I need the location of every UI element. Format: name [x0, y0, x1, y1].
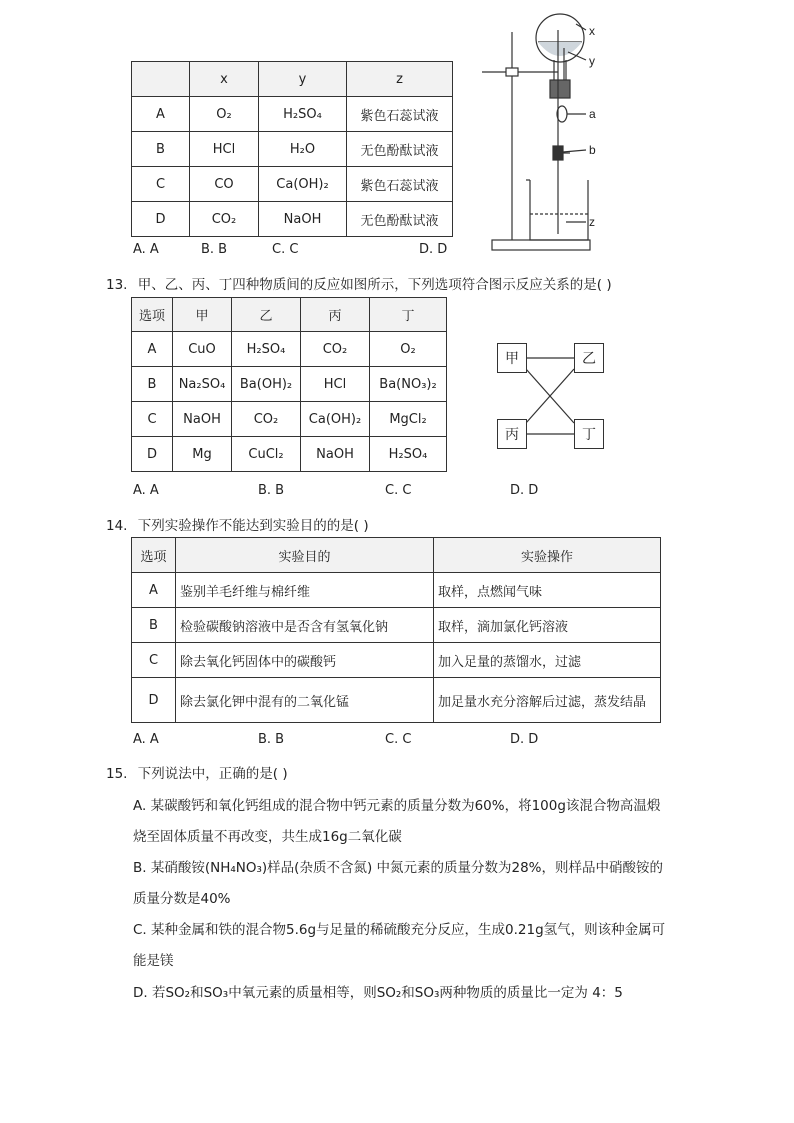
- stopper: [550, 80, 570, 98]
- table-header-row: [132, 538, 661, 573]
- option-c[interactable]: C. C: [385, 483, 412, 498]
- table-cell: A: [132, 332, 173, 367]
- table-row: [132, 643, 661, 678]
- q13-table: [131, 297, 447, 472]
- table-row: [132, 132, 453, 167]
- table-cell: 无色酚酞试液: [347, 202, 453, 237]
- table-row: [132, 167, 453, 202]
- table-cell: D: [132, 437, 173, 472]
- box-jia: 甲: [497, 343, 527, 373]
- q13-stem: [106, 273, 612, 293]
- header-cell: x: [190, 62, 259, 97]
- table-row: [132, 332, 447, 367]
- header-cell: 丁: [370, 298, 447, 332]
- table-cell: CuO: [173, 332, 232, 367]
- pinch-clip: [553, 146, 563, 160]
- table-row: [132, 437, 447, 472]
- q12-apparatus-diagram: [470, 8, 610, 256]
- header-cell: 实验操作: [434, 538, 661, 573]
- q15-stem: [106, 762, 288, 782]
- table-cell: 紫色石蕊试液: [347, 167, 453, 202]
- table-row: [132, 367, 447, 402]
- header-cell: 丙: [301, 298, 370, 332]
- table-cell: O₂: [370, 332, 447, 367]
- option-b[interactable]: B. B: [201, 242, 228, 257]
- clamp-holder: [506, 68, 518, 76]
- table-cell: C: [132, 402, 173, 437]
- table-cell: A: [132, 573, 176, 608]
- option-b[interactable]: B. B: [258, 483, 285, 498]
- option-c[interactable]: C. C: [385, 732, 412, 747]
- option-b[interactable]: B. B: [258, 732, 285, 747]
- box-yi: 乙: [574, 343, 604, 373]
- header-cell: y: [259, 62, 347, 97]
- table-cell: MgCl₂: [370, 402, 447, 437]
- header-cell: 甲: [173, 298, 232, 332]
- table-cell: HCl: [190, 132, 259, 167]
- table-cell: A: [132, 97, 190, 132]
- leader-y: [568, 52, 586, 60]
- label-b: b: [589, 143, 596, 157]
- label-a: a: [589, 107, 596, 121]
- table-cell: Mg: [173, 437, 232, 472]
- table-cell: CO₂: [301, 332, 370, 367]
- table-cell: HCl: [301, 367, 370, 402]
- table-cell: H₂SO₄: [232, 332, 301, 367]
- table-cell: H₂SO₄: [259, 97, 347, 132]
- q14-stem: [106, 514, 369, 534]
- table-row: [132, 608, 661, 643]
- table-cell: NaOH: [173, 402, 232, 437]
- table-cell: 除去氯化钾中混有的二氧化锰: [176, 678, 434, 723]
- table-cell: Ba(OH)₂: [232, 367, 301, 402]
- table-cell: C: [132, 167, 190, 202]
- question-number: 14.: [106, 518, 128, 534]
- table-cell: 紫色石蕊试液: [347, 97, 453, 132]
- table-row: [132, 402, 447, 437]
- stand-base: [492, 240, 590, 250]
- header-cell: 实验目的: [176, 538, 434, 573]
- table-header-row: [132, 62, 453, 97]
- table-cell: B: [132, 132, 190, 167]
- header-cell: 乙: [232, 298, 301, 332]
- q15-option-d-line1[interactable]: D. 若SO₂和SO₃中氧元素的质量相等，则SO₂和SO₃两种物质的质量比一定为 4：5: [133, 985, 623, 1001]
- table-row: [132, 97, 453, 132]
- q15-option-b-line2: 质量分数是40%: [133, 891, 231, 907]
- question-number: 15.: [106, 766, 128, 782]
- flask-liquid: [538, 42, 582, 56]
- beaker: [530, 180, 588, 240]
- label-x: x: [589, 24, 595, 38]
- table-cell: O₂: [190, 97, 259, 132]
- table-cell: 加足量水充分溶解后过滤，蒸发结晶: [434, 678, 661, 723]
- q15-option-a-line1[interactable]: A. 某碳酸钙和氧化钙组成的混合物中钙元素的质量分数为60%，将100g该混合物高温煅: [133, 798, 661, 814]
- q12-table: [131, 61, 453, 237]
- table-cell: 无色酚酞试液: [347, 132, 453, 167]
- option-a[interactable]: A. A: [133, 242, 159, 257]
- q15-option-b-line1[interactable]: B. 某硝酸铵(NH₄NO₃)样品(杂质不含氮) 中氮元素的质量分数为28%，则样品中硝酸铵的: [133, 860, 664, 876]
- table-row: [132, 678, 661, 723]
- header-cell: 选项: [132, 298, 173, 332]
- label-z: z: [589, 215, 595, 229]
- table-cell: Ca(OH)₂: [301, 402, 370, 437]
- question-number: 13.: [106, 277, 128, 293]
- table-row: [132, 202, 453, 237]
- option-a[interactable]: A. A: [133, 483, 159, 498]
- question-text: 下列说法中，正确的是( ): [137, 766, 288, 782]
- q14-table: [131, 537, 661, 723]
- option-d[interactable]: D. D: [510, 732, 539, 747]
- table-cell: 除去氧化钙固体中的碳酸钙: [176, 643, 434, 678]
- option-c[interactable]: C. C: [272, 242, 299, 257]
- header-cell: z: [347, 62, 453, 97]
- q15-option-c-line2: 能是镁: [133, 953, 174, 969]
- question-text: 下列实验操作不能达到实验目的的是( ): [137, 518, 369, 534]
- q15-option-c-line1[interactable]: C. 某种金属和铁的混合物5.6g与足量的稀硫酸充分反应，生成0.21g氢气，则该种金属可: [133, 922, 666, 938]
- table-header-row: [132, 298, 447, 332]
- question-text: 甲、乙、丙、丁四种物质间的反应如图所示，下列选项符合图示反应关系的是( ): [137, 277, 612, 293]
- table-cell: D: [132, 678, 176, 723]
- header-cell: 选项: [132, 538, 176, 573]
- table-cell: C: [132, 643, 176, 678]
- table-cell: Ca(OH)₂: [259, 167, 347, 202]
- table-cell: B: [132, 367, 173, 402]
- table-row: [132, 573, 661, 608]
- box-ding: 丁: [574, 419, 604, 449]
- table-cell: Ba(NO₃)₂: [370, 367, 447, 402]
- table-cell: H₂O: [259, 132, 347, 167]
- table-cell: 加入足量的蒸馏水，过滤: [434, 643, 661, 678]
- table-cell: NaOH: [259, 202, 347, 237]
- leader-x: [576, 24, 586, 30]
- label-y: y: [589, 54, 595, 68]
- table-cell: D: [132, 202, 190, 237]
- option-a[interactable]: A. A: [133, 732, 159, 747]
- option-d[interactable]: D. D: [510, 483, 539, 498]
- table-cell: 检验碳酸钠溶液中是否含有氢氧化钠: [176, 608, 434, 643]
- table-cell: Na₂SO₄: [173, 367, 232, 402]
- q15-option-a-line2: 烧至固体质量不再改变，共生成16g二氧化碳: [133, 829, 402, 845]
- table-cell: CO: [190, 167, 259, 202]
- table-cell: H₂SO₄: [370, 437, 447, 472]
- leader-b: [563, 150, 586, 152]
- table-cell: 取样，点燃闻气味: [434, 573, 661, 608]
- option-d[interactable]: D. D: [419, 242, 448, 257]
- box-bing: 丙: [497, 419, 527, 449]
- table-cell: CO₂: [190, 202, 259, 237]
- table-cell: 鉴别羊毛纤维与棉纤维: [176, 573, 434, 608]
- table-cell: CuCl₂: [232, 437, 301, 472]
- table-cell: 取样，滴加氯化钙溶液: [434, 608, 661, 643]
- header-cell: [132, 62, 190, 97]
- table-cell: B: [132, 608, 176, 643]
- table-cell: NaOH: [301, 437, 370, 472]
- table-cell: CO₂: [232, 402, 301, 437]
